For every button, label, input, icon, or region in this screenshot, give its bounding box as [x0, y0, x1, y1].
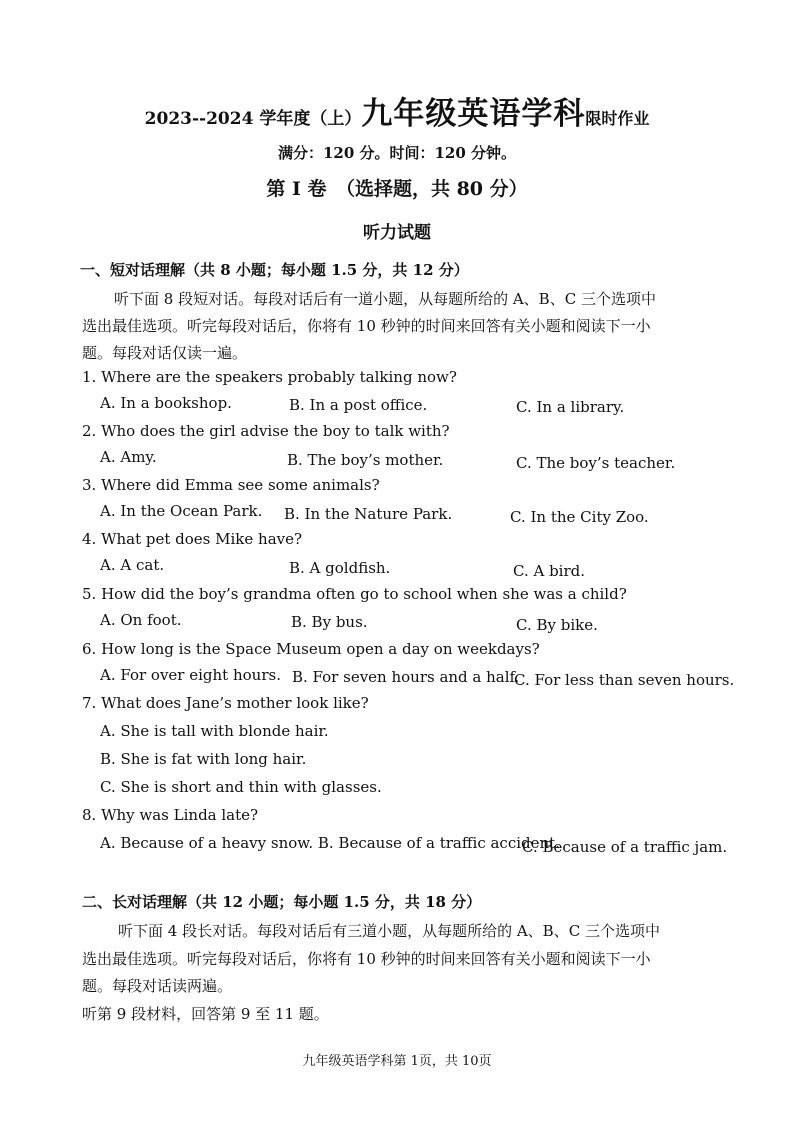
option-a: A. In the Ocean Park. [100, 502, 263, 520]
section2-note: 听第 9 段材料，回答第 9 至 11 题。 [82, 1005, 329, 1023]
question-stem: 8. Why was Linda late? [82, 806, 259, 824]
section2-instruction-line: 题。每段对话读两遍。 [82, 977, 233, 995]
section2-instruction-line: 选出最佳选项。听完每段对话后，你将有 10 秒钟的时间来回答有关小题和阅读下一小 [82, 950, 651, 968]
option-b: B. In the Nature Park. [284, 505, 453, 523]
option-c: C. Because of a traffic jam. [522, 838, 728, 856]
score-time-line: 满分：120 分。时间：120 分钟。 [277, 144, 517, 162]
option-c: C. The boy’s teacher. [516, 454, 676, 472]
option-c: C. In the City Zoo. [510, 508, 649, 526]
option-c: C. A bird. [513, 562, 586, 580]
option-a: A. In a bookshop. [100, 394, 232, 412]
question-stem: 1. Where are the speakers probably talking now? [82, 368, 457, 386]
option-c: C. In a library. [516, 398, 625, 416]
section1-heading: 一、短对话理解（共 8 小题；每小题 1.5 分，共 12 分） [80, 261, 469, 279]
question-stem: 6. How long is the Space Museum open a day on weekdays? [82, 640, 540, 658]
title-suffix: 限时作业 [585, 109, 650, 128]
option-b: B. She is fat with long hair. [100, 750, 307, 768]
option-b: B. In a post office. [289, 396, 428, 414]
listening-title: 听力试题 [363, 223, 431, 243]
option-a: A. On foot. [100, 611, 182, 629]
section1-instruction-line: 题。每段对话仅读一遍。 [82, 344, 248, 362]
exam-title [0, 88, 794, 133]
option-b: B. A goldfish. [289, 559, 391, 577]
option-b: B. For seven hours and a half. [292, 668, 520, 686]
option-ab: A. Because of a heavy snow. B. Because of a traffic accident. [100, 834, 560, 852]
option-b: B. The boy’s mother. [287, 451, 444, 469]
question-stem: 7. What does Jane’s mother look like? [82, 694, 369, 712]
option-a: A. Amy. [100, 448, 157, 466]
question-stem: 3. Where did Emma see some animals? [82, 476, 380, 494]
section1-instruction-line: 选出最佳选项。听完每段对话后，你将有 10 秒钟的时间来回答有关小题和阅读下一小 [82, 317, 651, 335]
title-year: 2023--2024 学年度（上） [144, 109, 362, 129]
page-footer: 九年级英语学科第 1页，共 10页 [302, 1054, 492, 1069]
option-a: A. She is tall with blonde hair. [100, 722, 329, 740]
question-stem: 2. Who does the girl advise the boy to talk with? [82, 422, 450, 440]
option-c: C. She is short and thin with glasses. [100, 778, 382, 796]
option-b: B. By bus. [291, 613, 368, 631]
option-c: C. For less than seven hours. [514, 671, 735, 689]
question-stem: 5. How did the boy’s grandma often go to school when she was a child? [82, 585, 627, 603]
option-a: A. A cat. [100, 556, 165, 574]
option-c: C. By bike. [516, 616, 598, 634]
part-title: 第 I 卷 （选择题，共 80 分） [266, 178, 528, 200]
section2-instruction-line: 听下面 4 段长对话。每段对话后有三道小题，从每题所给的 A、B、C 三个选项中 [118, 922, 660, 940]
section2-heading: 二、长对话理解（共 12 小题；每小题 1.5 分，共 18 分） [82, 893, 482, 911]
section1-instruction-line: 听下面 8 段短对话。每段对话后有一道小题，从每题所给的 A、B、C 三个选项中 [114, 290, 656, 308]
question-stem: 4. What pet does Mike have? [82, 530, 303, 548]
title-subject: 九年级英语学科 [361, 96, 586, 132]
option-a: A. For over eight hours. [100, 666, 281, 684]
